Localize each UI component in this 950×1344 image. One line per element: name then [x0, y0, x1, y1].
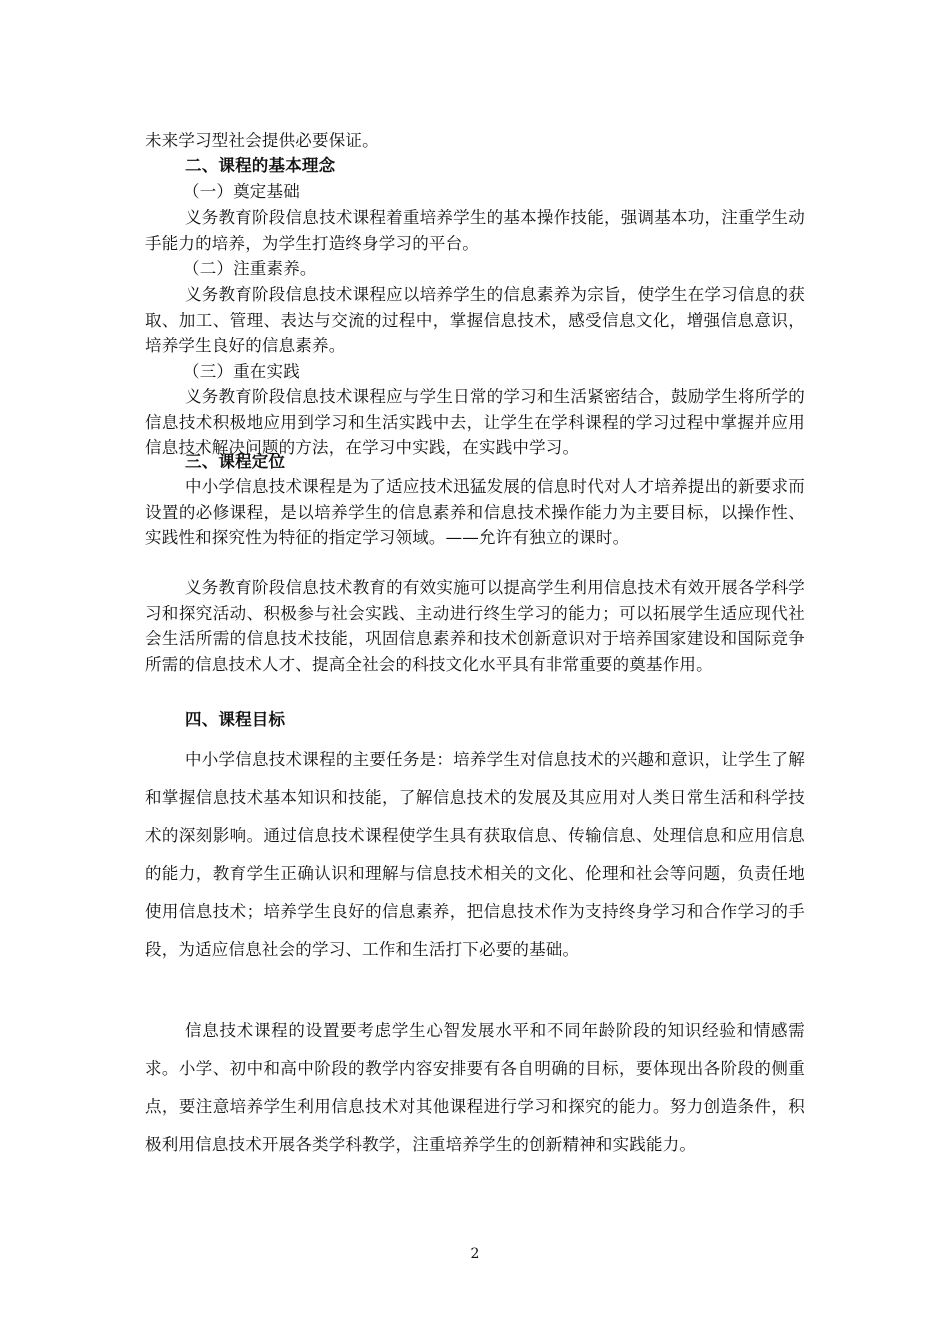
- subheading-practice: （三）重在实践: [183, 362, 300, 381]
- heading-course-goals: 四、课程目标: [185, 710, 286, 729]
- paragraph-literacy: 义务教育阶段信息技术课程应以培养学生的信息素养为宗旨，使学生在学习信息的获取、加工、管理、表达与交流的过程中，掌握信息技术，感受信息文化，增强信息意识，培养学生良好的信息素养。: [145, 285, 805, 356]
- heading-basic-concepts: 二、课程的基本理念: [185, 156, 336, 175]
- paragraph-positioning: 中小学信息技术课程是为了适应技术迅猛发展的信息时代对人才培养提出的新要求而设置的必修课程，是以培养学生的信息素养和信息技术操作能力为主要目标，以操作性、实践性和探究性为特征的指定学习领域。——允许有独立的课时。: [145, 477, 805, 548]
- paragraph-intro-end: 未来学习型社会提供必要保证。: [145, 131, 379, 150]
- paragraph-compulsory-education: 义务教育阶段信息技术教育的有效实施可以提高学生利用信息技术有效开展各学科学习和探究活动、积极参与社会实践、主动进行终生学习的能力；可以拓展学生适应现代社会生活所需的信息技术技能，巩固信息素养和技术创新意识对于培养国家建设和国际竞争所需的信息技术人才、提高全社会的科技文化水平具有非常重要的奠基作用。: [145, 578, 805, 674]
- heading-course-positioning: 三、课程定位: [185, 452, 286, 471]
- paragraph-main-tasks: 中小学信息技术课程的主要任务是：培养学生对信息技术的兴趣和意识，让学生了解和掌握信息技术基本知识和技能，了解信息技术的发展及其应用对人类日常生活和科学技术的深刻影响。通过信息技术课程使学生具有获取信息、传输信息、处理信息和应用信息的能力，教育学生正确认识和理解与信息技术相关的文化、伦理和社会等问题，负责任地使用信息技术；培养学生良好的信息素养，把信息技术作为支持终身学习和合作学习的手段，为适应信息社会的学习、工作和生活打下必要的基础。: [145, 750, 805, 959]
- page-number: 2: [470, 1246, 480, 1262]
- paragraph-practice: 义务教育阶段信息技术课程应与学生日常的学习和生活紧密结合，鼓励学生将所学的信息技术积极地应用到学习和生活实践中去，让学生在学科课程的学习过程中掌握并应用信息技术解决问题的方法，在学习中实践，在实践中学习。: [145, 387, 805, 458]
- subheading-literacy: （二）注重素养。: [183, 259, 317, 278]
- subheading-foundation: （一）奠定基础: [183, 182, 300, 201]
- paragraph-course-setup: 信息技术课程的设置要考虑学生心智发展水平和不同年龄阶段的知识经验和情感需求。小学、初中和高中阶段的教学内容安排要有各自明确的目标，要体现出各阶段的侧重点，要注意培养学生利用信息技术对其他课程进行学习和探究的能力。努力创造条件，积极利用信息技术开展各类学科教学，注重培养学生的创新精神和实践能力。: [145, 1021, 805, 1154]
- paragraph-foundation: 义务教育阶段信息技术课程着重培养学生的基本操作技能，强调基本功，注重学生动手能力的培养，为学生打造终身学习的平台。: [145, 208, 805, 253]
